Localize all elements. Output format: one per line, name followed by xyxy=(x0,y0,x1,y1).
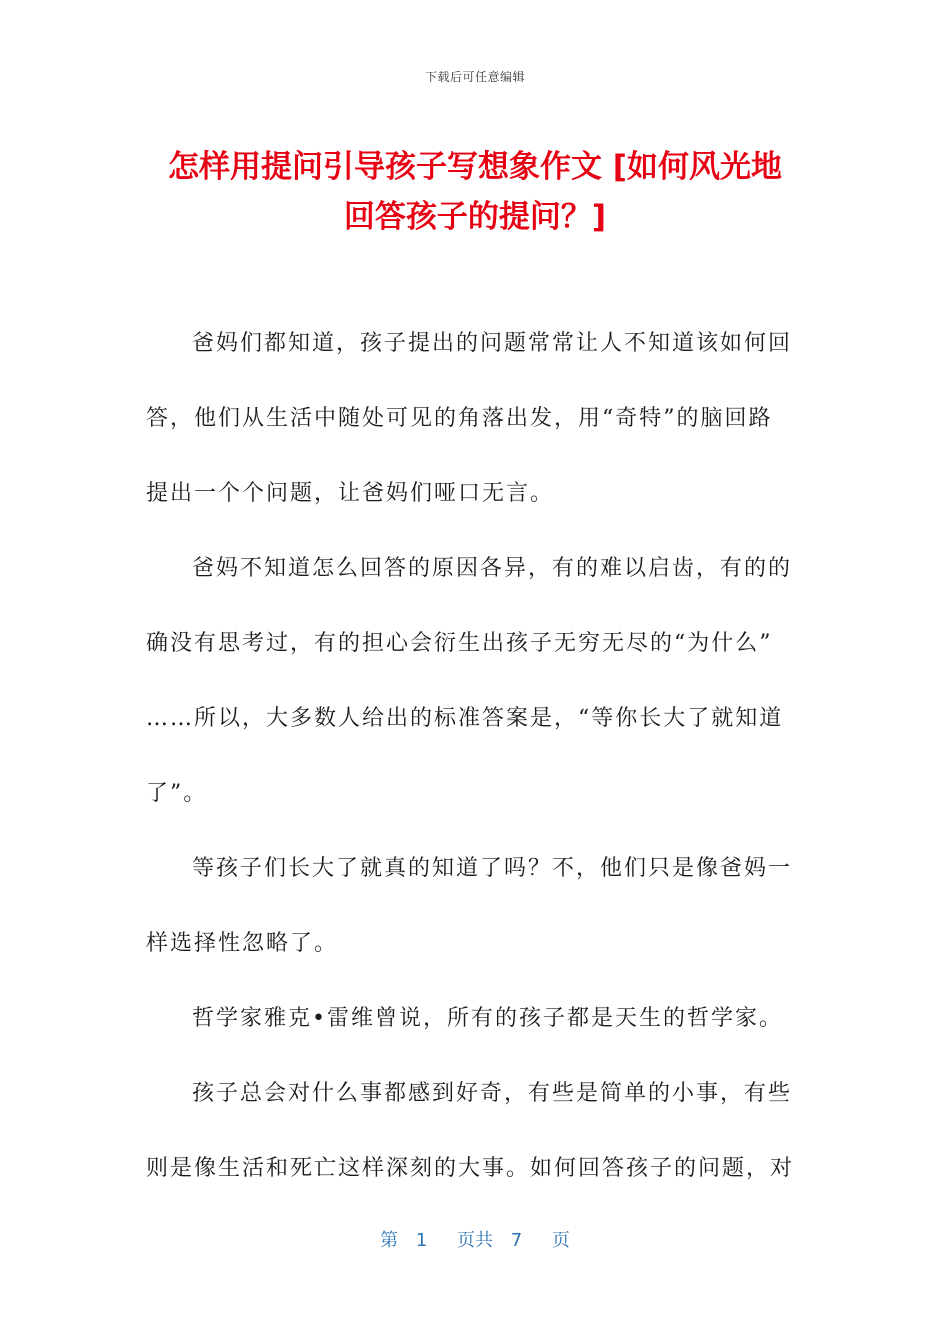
paragraph-line: 样选择性忽略了。 xyxy=(146,931,339,956)
paragraph-line: 确没有思考过，有的担心会衍生出孩子无穷无尽的“为什么” xyxy=(146,631,773,656)
title-line-2: 回答孩子的提问？] xyxy=(343,199,607,235)
footer-prefix: 第 xyxy=(380,1230,399,1251)
header-note: 下载后可任意编辑 xyxy=(424,70,525,84)
footer-page-number: 1 xyxy=(415,1230,428,1251)
page-footer xyxy=(0,1226,950,1252)
paragraph-line: ……所以，大多数人给出的标准答案是，“等你长大了就知道 xyxy=(146,706,784,731)
document-body xyxy=(146,306,794,1206)
paragraph-line: 了”。 xyxy=(146,781,208,806)
footer-suffix: 页 xyxy=(551,1230,570,1251)
paragraph-line: 则是像生活和死亡这样深刻的大事。如何回答孩子的问题，对 xyxy=(146,1156,794,1181)
paragraph-line: 爸妈不知道怎么回答的原因各异，有的难以启齿，有的的 xyxy=(192,556,793,581)
footer-total-pages: 7 xyxy=(510,1230,523,1251)
footer-middle: 页共 xyxy=(457,1230,493,1251)
title-line-1: 怎样用提问引导孩子写想象作文 [如何风光地 xyxy=(168,149,782,185)
document-title xyxy=(120,142,830,242)
paragraph-line: 哲学家雅克•雷维曾说，所有的孩子都是天生的哲学家。 xyxy=(192,1006,783,1031)
paragraph-line: 提出一个个问题，让爸妈们哑口无言。 xyxy=(146,481,555,506)
paragraph-line: 爸妈们都知道，孩子提出的问题常常让人不知道该如何回 xyxy=(192,331,793,356)
paragraph-line: 孩子总会对什么事都感到好奇，有些是简单的小事，有些 xyxy=(192,1081,793,1106)
paragraph-line: 答，他们从生活中随处可见的角落出发，用“奇特”的脑回路 xyxy=(146,406,773,431)
paragraph-line: 等孩子们长大了就真的知道了吗？不，他们只是像爸妈一 xyxy=(192,856,793,881)
